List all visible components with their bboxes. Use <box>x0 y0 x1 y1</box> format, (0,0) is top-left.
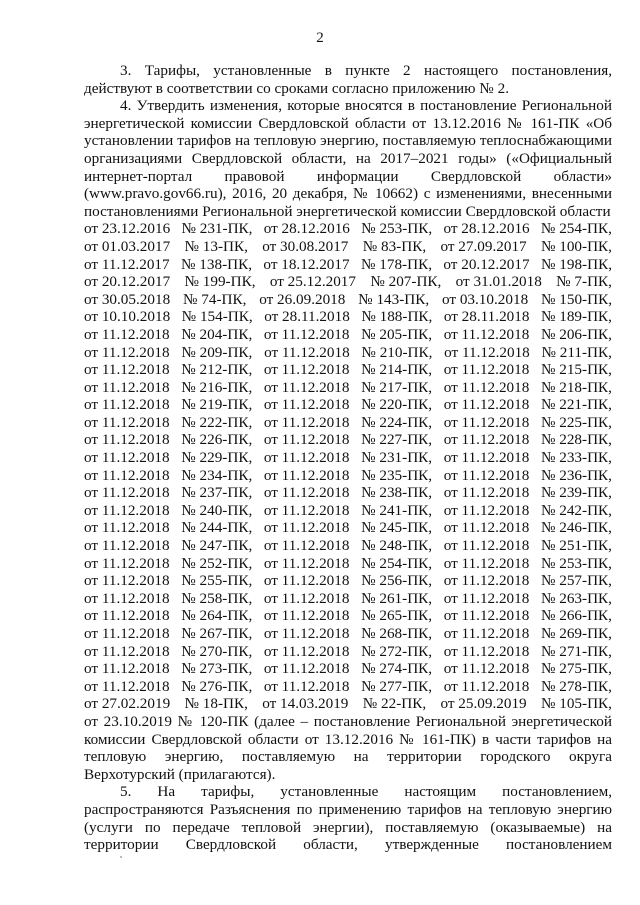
amendment-date: от 14.03.2019 <box>262 695 349 713</box>
amendment-date: от 11.12.2018 <box>443 378 530 396</box>
amendment-number: № 233-ПК, <box>540 449 612 467</box>
amendment-date: от 11.12.2018 <box>443 660 530 678</box>
amendment-date: от 11.12.2018 <box>84 431 170 449</box>
amendment-number: № 224-ПК, <box>361 413 433 431</box>
amendment-date: от 11.12.2018 <box>443 325 530 343</box>
amendment-date: от 11.12.2018 <box>263 537 350 555</box>
amendment-date: от 11.12.2018 <box>84 501 170 519</box>
amendment-date: от 11.12.2018 <box>443 519 530 537</box>
amendment-date: от 11.12.2018 <box>443 501 530 519</box>
amendment-date: от 11.12.2018 <box>443 361 530 379</box>
amendment-date: от 11.12.2018 <box>84 396 170 414</box>
amendment-date: от 11.12.2018 <box>84 519 170 537</box>
amendment-number: № 274-ПК, <box>361 660 433 678</box>
amendment-date: от 11.12.2018 <box>263 484 350 502</box>
amendment-date: от 11.12.2017 <box>84 255 170 273</box>
amendment-row <box>84 643 612 661</box>
amendment-number: № 231-ПК, <box>361 449 433 467</box>
amendment-number: № 7-ПК, <box>556 273 612 291</box>
amendment-row <box>84 396 612 414</box>
amendment-number: № 207-ПК, <box>370 273 442 291</box>
amendment-number: № 22-ПК, <box>362 695 427 713</box>
amendment-row <box>84 449 612 467</box>
amendment-row <box>84 660 612 678</box>
amendment-date: от 11.12.2018 <box>443 413 530 431</box>
amendment-number: № 231-ПК, <box>181 220 253 238</box>
amendment-row <box>84 484 612 502</box>
paragraph-4-intro: 4. Утвердить изменения, которые вносятся в постановление Региональной энергетической комиссии Свердловской области от 13.12.2016 № 161-ПК «Об установлении тарифов на тепловую энергию, поставляемую теплоснабжающими организациями Свердловской области, на 2017–2021 годы» («Официальный интернет-портал правовой информации Свердловской области» (www.pravo.gov66.ru), 2016, 20 декабря, № 10662) с изменениями, внесенными постановлениями Региональной энергетической комиссии Свердловской области <box>84 97 612 220</box>
amendment-date: от 11.12.2018 <box>84 660 170 678</box>
amendment-number: № 143-ПК, <box>358 290 430 308</box>
amendment-row <box>84 414 612 432</box>
amendment-date: от 20.12.2017 <box>84 273 171 291</box>
amendment-date: от 11.12.2018 <box>443 466 530 484</box>
amendment-number: № 278-ПК, <box>540 677 612 695</box>
amendment-row <box>84 379 612 397</box>
amendment-number: № 238-ПК, <box>361 484 433 502</box>
amendment-date: от 11.12.2018 <box>263 677 350 695</box>
amendment-date: от 11.12.2018 <box>84 589 170 607</box>
amendment-number: № 225-ПК, <box>540 413 612 431</box>
amendment-date: от 11.12.2018 <box>444 343 530 361</box>
amendment-number: № 257-ПК, <box>540 572 612 590</box>
amendment-date: от 11.12.2018 <box>443 589 530 607</box>
amendment-number: № 198-ПК, <box>540 255 612 273</box>
amendment-date: от 11.12.2018 <box>443 642 530 660</box>
amendment-date: от 11.12.2018 <box>263 413 350 431</box>
amendment-date: от 11.12.2018 <box>443 537 530 555</box>
amendment-number: № 247-ПК, <box>181 537 253 555</box>
amendment-date: от 18.12.2017 <box>263 255 350 273</box>
amendment-date: от 11.12.2018 <box>263 642 350 660</box>
amendment-number: № 211-ПК, <box>541 343 612 361</box>
amendment-row <box>84 519 612 537</box>
amendment-number: № 276-ПК, <box>181 677 253 695</box>
amendment-row <box>84 555 612 573</box>
amendment-row <box>84 344 612 362</box>
amendment-row <box>84 625 612 643</box>
amendment-number: № 13-ПК, <box>184 237 248 255</box>
amendment-number: № 240-ПК, <box>181 501 253 519</box>
amendment-date: от 11.12.2018 <box>263 378 350 396</box>
amendment-row <box>84 326 612 344</box>
amendment-number: № 228-ПК, <box>540 431 612 449</box>
amendment-number: № 258-ПК, <box>181 589 253 607</box>
amendment-date: от 11.12.2018 <box>84 343 170 361</box>
amendment-number: № 277-ПК, <box>361 677 433 695</box>
amendment-number: № 236-ПК, <box>540 466 612 484</box>
amendment-date: от 10.10.2018 <box>84 308 171 326</box>
amendment-number: № 204-ПК, <box>181 325 253 343</box>
amendment-number: № 242-ПК, <box>540 501 612 519</box>
amendment-date: от 11.12.2018 <box>263 449 350 467</box>
amendment-date: от 11.12.2018 <box>84 325 170 343</box>
amendment-number: № 209-ПК, <box>181 343 253 361</box>
amendment-row <box>84 467 612 485</box>
amendment-number: № 215-ПК, <box>540 361 612 379</box>
amendment-number: № 210-ПК, <box>361 343 433 361</box>
amendment-number: № 237-ПК, <box>181 484 253 502</box>
amendment-number: № 264-ПК, <box>181 607 253 625</box>
amendment-date: от 11.12.2018 <box>84 378 170 396</box>
amendment-number: № 226-ПК, <box>181 431 253 449</box>
amendment-list <box>84 220 612 713</box>
page-number: 2 <box>316 30 324 46</box>
amendment-date: от 11.12.2018 <box>263 325 350 343</box>
amendment-date: от 11.12.2018 <box>263 660 350 678</box>
amendment-number: № 229-ПК, <box>181 449 253 467</box>
amendment-number: № 83-ПК, <box>362 237 427 255</box>
amendment-number: № 272-ПК, <box>361 642 433 660</box>
amendment-date: от 11.12.2018 <box>263 589 350 607</box>
amendment-row <box>84 256 612 274</box>
amendment-number: № 189-ПК, <box>540 308 612 326</box>
document-body <box>84 62 612 854</box>
amendment-number: № 270-ПК, <box>181 642 253 660</box>
amendment-number: № 205-ПК, <box>361 325 433 343</box>
amendment-date: от 23.12.2016 <box>84 220 171 238</box>
amendment-date: от 25.09.2019 <box>440 695 527 713</box>
amendment-row <box>84 607 612 625</box>
amendment-date: от 11.12.2018 <box>443 396 530 414</box>
amendment-number: № 275-ПК, <box>540 660 612 678</box>
amendment-number: № 219-ПК, <box>181 396 253 414</box>
amendment-date: от 03.10.2018 <box>442 290 529 308</box>
amendment-date: от 27.09.2017 <box>440 237 527 255</box>
amendment-date: от 11.12.2018 <box>84 554 170 572</box>
amendment-row <box>84 291 612 309</box>
amendment-date: от 11.12.2018 <box>263 361 350 379</box>
paragraph-3: 3. Тарифы, установленные в пункте 2 настоящего постановления, действуют в соответствии со сроками согласно приложению № 2. <box>84 62 612 97</box>
amendment-date: от 01.03.2017 <box>84 237 171 255</box>
amendment-date: от 31.01.2018 <box>455 273 542 291</box>
amendment-number: № 268-ПК, <box>361 625 433 642</box>
amendment-number: № 234-ПК, <box>181 466 253 484</box>
amendment-date: от 11.12.2018 <box>443 484 530 502</box>
amendment-date: от 11.12.2018 <box>443 554 530 572</box>
amendment-number: № 216-ПК, <box>181 378 253 396</box>
amendment-date: от 11.12.2018 <box>443 572 530 590</box>
amendment-number: № 235-ПК, <box>361 466 433 484</box>
amendment-number: № 154-ПК, <box>181 308 253 326</box>
amendment-number: № 252-ПК, <box>181 554 253 572</box>
amendment-number: № 206-ПК, <box>540 325 612 343</box>
amendment-number: № 256-ПК, <box>361 572 433 590</box>
amendment-date: от 11.12.2018 <box>84 572 170 590</box>
amendment-date: от 28.11.2018 <box>264 308 350 326</box>
amendment-date: от 11.12.2018 <box>84 625 170 642</box>
paragraph-4-tail: от 23.10.2019 № 120-ПК (далее – постановление Региональной энергетической комиссии Свердловской области от 13.12.2016 № 161-ПК) в части тарифов на тепловую энергию, поставляемую на территории городского округа Верхотурский (прилагаются). <box>84 712 612 783</box>
amendment-number: № 138-ПК, <box>181 255 253 273</box>
amendment-date: от 11.12.2018 <box>84 466 170 484</box>
amendment-number: № 100-ПК, <box>540 237 612 255</box>
amendment-date: от 20.12.2017 <box>443 255 530 273</box>
amendment-number: № 218-ПК, <box>540 378 612 396</box>
amendment-row <box>84 695 612 713</box>
amendment-date: от 30.05.2018 <box>84 290 171 308</box>
amendment-row <box>84 361 612 379</box>
amendment-number: № 246-ПК, <box>540 519 612 537</box>
amendment-date: от 11.12.2018 <box>263 625 350 642</box>
amendment-row <box>84 572 612 590</box>
amendment-date: от 27.02.2019 <box>84 695 171 713</box>
amendment-date: от 11.12.2018 <box>443 431 530 449</box>
amendment-number: № 18-ПК, <box>184 695 248 713</box>
amendment-date: от 11.12.2018 <box>263 607 350 625</box>
amendment-number: № 248-ПК, <box>361 537 433 555</box>
amendment-date: от 11.12.2018 <box>84 484 170 502</box>
amendment-date: от 28.12.2016 <box>263 220 350 238</box>
amendment-date: от 11.12.2018 <box>443 625 530 642</box>
amendment-date: от 11.12.2018 <box>84 642 170 660</box>
amendment-date: от 11.12.2018 <box>84 361 170 379</box>
amendment-number: № 241-ПК, <box>361 501 433 519</box>
amendment-number: № 254-ПК, <box>540 220 612 238</box>
amendment-number: № 254-ПК, <box>361 554 433 572</box>
amendment-number: № 188-ПК, <box>361 308 433 326</box>
amendment-number: № 245-ПК, <box>361 519 433 537</box>
amendment-row <box>84 308 612 326</box>
amendment-number: № 255-ПК, <box>181 572 253 590</box>
amendment-number: № 220-ПК, <box>361 396 433 414</box>
amendment-number: № 221-ПК, <box>540 396 612 414</box>
amendment-number: № 74-ПК, <box>182 290 247 308</box>
amendment-row <box>84 238 612 256</box>
amendment-date: от 11.12.2018 <box>443 607 530 625</box>
amendment-number: № 178-ПК, <box>360 255 433 273</box>
amendment-date: от 11.12.2018 <box>263 431 350 449</box>
amendment-date: от 26.09.2018 <box>259 290 346 308</box>
amendment-row <box>84 273 612 291</box>
amendment-number: № 212-ПК, <box>181 361 253 379</box>
amendment-date: от 11.12.2018 <box>263 519 350 537</box>
amendment-number: № 263-ПК, <box>540 589 612 607</box>
amendment-row <box>84 220 612 238</box>
amendment-date: от 11.12.2018 <box>263 501 350 519</box>
amendment-number: № 267-ПК, <box>181 625 253 642</box>
amendment-date: от 11.12.2018 <box>443 677 530 695</box>
amendment-number: № 105-ПК, <box>540 695 612 713</box>
amendment-number: № 214-ПК, <box>361 361 433 379</box>
amendment-number: № 273-ПК, <box>181 660 253 678</box>
amendment-number: № 150-ПК, <box>540 290 612 308</box>
amendment-date: от 30.08.2017 <box>262 237 349 255</box>
amendment-number: № 271-ПК, <box>540 642 612 660</box>
paragraph-5: 5. На тарифы, установленные настоящим постановлением, распространяются Разъяснения по применению тарифов на тепловую энергию (услуги по передаче тепловой энергии), поставляемую (оказываемые) на территории Свердловской области, утвержденные постановлением <box>84 783 612 854</box>
amendment-row <box>84 502 612 520</box>
amendment-date: от 28.11.2018 <box>443 308 530 326</box>
amendment-date: от 11.12.2018 <box>443 449 530 467</box>
amendment-number: № 251-ПК, <box>540 537 612 555</box>
amendment-number: № 253-ПК, <box>540 554 612 572</box>
amendment-date: от 11.12.2018 <box>264 343 350 361</box>
amendment-date: от 11.12.2018 <box>84 537 170 555</box>
amendment-row <box>84 537 612 555</box>
amendment-number: № 269-ПК, <box>540 625 612 642</box>
amendment-number: № 199-ПК, <box>184 273 256 291</box>
amendment-number: № 222-ПК, <box>181 413 253 431</box>
amendment-number: № 261-ПК, <box>361 589 433 607</box>
amendment-date: от 11.12.2018 <box>263 466 350 484</box>
amendment-row <box>84 678 612 696</box>
amendment-row <box>84 590 612 608</box>
amendment-number: № 265-ПК, <box>361 607 433 625</box>
amendment-date: от 11.12.2018 <box>84 677 170 695</box>
amendment-number: № 266-ПК, <box>540 607 612 625</box>
amendment-number: № 227-ПК, <box>361 431 433 449</box>
amendment-number: № 244-ПК, <box>181 519 253 537</box>
amendment-date: от 11.12.2018 <box>84 607 170 625</box>
amendment-date: от 11.12.2018 <box>263 554 350 572</box>
amendment-date: от 11.12.2018 <box>263 396 350 414</box>
amendment-date: от 11.12.2018 <box>84 449 170 467</box>
amendment-number: № 253-ПК, <box>361 220 433 238</box>
amendment-number: № 217-ПК, <box>361 378 433 396</box>
amendment-date: от 11.12.2018 <box>84 413 170 431</box>
amendment-date: от 11.12.2018 <box>263 572 350 590</box>
scan-speck <box>120 856 122 858</box>
amendment-row <box>84 431 612 449</box>
amendment-date: от 25.12.2017 <box>269 273 356 291</box>
amendment-number: № 239-ПК, <box>540 484 612 502</box>
amendment-date: от 28.12.2016 <box>443 220 530 238</box>
